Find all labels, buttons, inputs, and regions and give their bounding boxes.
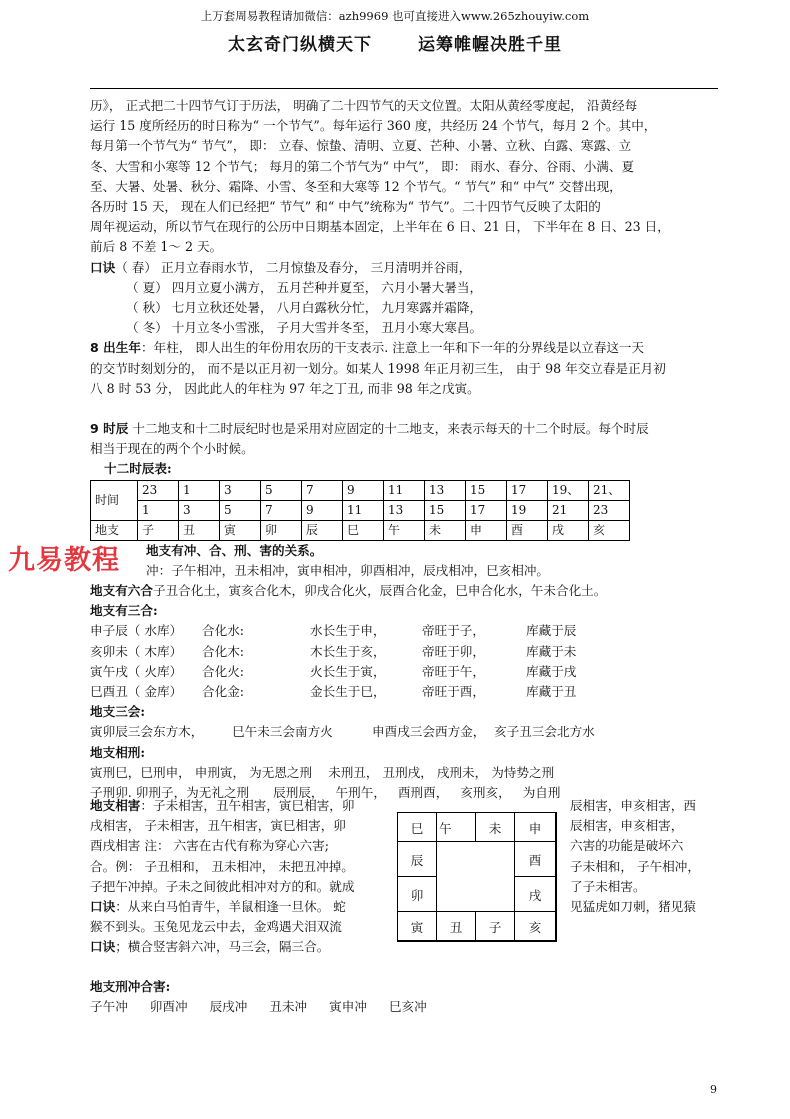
chong-item: 丑未冲 [269, 999, 308, 1015]
sanhe-cell: 库藏于丑 [526, 684, 577, 700]
shichen-text: 十二地支和十二时辰纪时也是采用对应固定的十二地支，来表示每天的十二个时辰。每个时辰 [128, 421, 649, 437]
sanhe-rows [90, 621, 710, 702]
hai-line: 戌相害， 子未相害，丑午相害，寅巳相害，卯 [90, 818, 346, 834]
grid-cell: 子 [475, 911, 515, 941]
table-cell: 21、 [589, 480, 630, 500]
sanhe-cell: 帝旺于午， [422, 663, 485, 679]
hai-right-line: 了子未相害。 [570, 878, 646, 894]
sanhe-cell: 帝旺于酉， [422, 684, 485, 700]
sanhui-item: 亥子丑三会北方水 [494, 724, 595, 740]
koujue-line [90, 258, 710, 278]
table-cell: 3 [179, 500, 220, 520]
birth-year-line: 的交节时刻划分的， 而不是以正月初一划分。如某人 1998 年正月初三生， 由于 98 年交立春是正月初 [90, 360, 666, 376]
shichen-line [90, 419, 710, 439]
sanhe-cell: 库藏于戌 [526, 663, 577, 679]
intro-line: 每月第一个节气为“ 节气”， 即： 立春、惊蛰、清明、立夏、芒种、小暑、立秋、白露、寒露、立 [90, 138, 632, 154]
chong-item: 子午冲 [90, 999, 128, 1015]
grid-cell: 戌 [514, 876, 556, 912]
shichen-table [90, 480, 630, 541]
birth-year-line [90, 338, 710, 358]
sanhe-cell: 水长生于申， [310, 623, 386, 639]
liuhe-text: 子丑合化土，寅亥合化木，卯戌合化火，辰酉合化金，巳申合化水，午未合化土。 [152, 583, 607, 599]
table-cell: 23 [589, 500, 630, 520]
sanhe-cell: 合化金: [202, 684, 245, 700]
table-cell: 辰 [302, 520, 343, 540]
table-cell: 9 [302, 500, 343, 520]
sanhe-cell: 申子辰（ 水库） [90, 623, 183, 639]
xing-line: 子刑卯. 卯刑子，为无礼之刑 辰刑辰， 午刑午， 酉刑酉， 亥刑亥， 为自刑 [90, 785, 561, 801]
hai-right-line: 子未相和， 子午相冲， [570, 858, 700, 874]
grid-cell: 丑 [436, 911, 476, 941]
table-cell: 午 [384, 520, 425, 540]
koujue-line [90, 278, 710, 298]
table-cell: 亥 [589, 520, 630, 540]
koujue3-label: 口诀 [90, 939, 116, 955]
sanhe-cell: 火长生于寅， [310, 663, 386, 679]
sanhe-cell: 寅午戌（ 火库） [90, 663, 183, 679]
hai-line: 酉戌相害 注： 六害在古代有称为穿心六害; [90, 838, 329, 854]
relations-section [90, 541, 710, 804]
hai-line: 子把午冲掉。子未之间彼此相冲对方的和。就成 [90, 878, 355, 894]
sanhui-item: 寅卯辰三会东方木， [90, 724, 204, 740]
koujue-text: 正月立春雨水节， 二月惊蛰及春分， 三月清明并谷雨， [156, 259, 472, 275]
table-row [91, 480, 630, 500]
shichen-table-title: 十二时辰表: [104, 461, 172, 477]
birth-year-section [90, 338, 710, 399]
table-cell: 酉 [507, 520, 548, 540]
koujue2-label: 口诀 [90, 899, 116, 915]
table-cell: 21 [548, 500, 589, 520]
grid-cell: 巳 [397, 812, 437, 842]
table-cell: 戌 [548, 520, 589, 540]
table-cell: 15 [425, 500, 466, 520]
table-cell: 1 [179, 480, 220, 500]
koujue-season: （ 秋） [126, 300, 168, 316]
table-cell: 19 [507, 500, 548, 520]
sanhe-cell: 合化水: [202, 623, 245, 639]
hai-right-line: 六害的功能是破坏六 [570, 838, 684, 854]
table-cell: 巳 [343, 520, 384, 540]
table-cell: 23 [138, 480, 179, 500]
hai-line: 合。例： 子丑相和， 丑未相冲， 未把丑冲掉。 [90, 858, 354, 874]
hai-right-line: 辰相害，申亥相害， [570, 818, 684, 834]
header-title [0, 30, 790, 55]
shichen-line: 相当于现在的两个个小时候。 [90, 441, 254, 457]
hai-right-column [570, 796, 715, 917]
sanhe-cell: 合化火: [202, 663, 245, 679]
sanhui-item: 巳午未三会南方火 [232, 724, 333, 740]
table-cell: 7 [302, 480, 343, 500]
xing-line: 寅刑巳，巳刑申， 申刑寅， 为无恩之刑 未刑丑， 丑刑戌， 戌刑未， 为恃势之刑 [90, 764, 555, 780]
relations-heading: 地支有冲、合、刑、害的关系。 [146, 542, 323, 558]
koujue-season: （ 冬） [126, 320, 168, 336]
chong-item: 寅申冲 [329, 999, 367, 1015]
table-cell: 17 [466, 500, 507, 520]
sanhe-cell: 帝旺于子， [422, 623, 485, 639]
birth-year-label: 8 出生年 [90, 340, 141, 356]
sanhe-label: 地支有三合: [90, 603, 158, 619]
liuhe-label: 地支有六合 [90, 583, 153, 599]
hai-label: 地支相害 [90, 798, 141, 813]
chong-list [90, 997, 449, 1017]
koujue-season: （ 春） [115, 259, 157, 275]
table-cell: 子 [138, 520, 179, 540]
table-cell: 19、 [548, 480, 589, 500]
koujue-section [90, 258, 710, 339]
table-cell: 7 [261, 500, 302, 520]
table-cell: 5 [261, 480, 302, 500]
table-cell: 9 [343, 480, 384, 500]
sanhui-line [90, 722, 710, 742]
intro-line: 至、大暑、处暑、秋分、霜降、小雪、冬至和大寒等 12 个节气。“ 节气” 和“ 中气” 交替出现， [90, 178, 622, 194]
intro-line: 周年视运动，所以节气在现行的公历中日期基本固定，上半年在 6 日、21 日， 下半年在 8 日、23 日， [90, 219, 670, 235]
sanhe-cell: 库藏于辰 [526, 623, 577, 639]
sanhe-cell: 金长生于巳， [310, 684, 386, 700]
table-cell: 未 [425, 520, 466, 540]
spacer [90, 399, 710, 419]
page-number: 9 [710, 1083, 717, 1096]
koujue-text: 十月立冬小雪涨， 子月大雪并冬至， 丑月小寒大寒昌。 [167, 320, 483, 336]
hai-left-column [90, 796, 390, 958]
sanhui-item: 申酉戌三会西方金， [372, 724, 486, 740]
grid-cell: 卯 [397, 876, 437, 912]
hai-text: ：子未相害，丑午相害，寅巳相害，卯 [140, 798, 355, 813]
intro-line: 前后 8 不差 1～ 2 天。 [90, 239, 223, 255]
grid-cell: 辰 [397, 841, 437, 877]
table-cell: 13 [384, 500, 425, 520]
table-cell: 17 [507, 480, 548, 500]
table-cell: 5 [220, 500, 261, 520]
table-cell: 3 [220, 480, 261, 500]
table-cell: 11 [384, 480, 425, 500]
grid-cell: 酉 [514, 841, 556, 877]
table-cell: 11 [343, 500, 384, 520]
bottom-section [90, 977, 449, 1017]
grid-cell: 亥 [514, 911, 556, 941]
table-cell: 13 [425, 480, 466, 500]
sanhe-row [90, 621, 710, 641]
shichen-label: 9 时辰 [90, 421, 129, 437]
branch-grid [397, 812, 557, 942]
table-row [91, 500, 630, 520]
header-rule [90, 88, 718, 89]
sanhe-cell: 库藏于未 [526, 643, 577, 659]
table-cell: 卯 [261, 520, 302, 540]
header-title-left: 太玄奇门纵横天下 [228, 35, 372, 55]
koujue3-line [90, 937, 390, 957]
intro-line: 各历时 15 天， 现在人们已经把“ 节气” 和“ 中气”统称为“ 节气”。二十四节气反映了太阳的 [90, 199, 601, 215]
birth-year-text: ：年柱， 即人出生的年份用农历的干支表示. 注意上一年和下一年的分界线是以立春这一天 [140, 340, 645, 356]
sanhe-cell: 木长生于亥， [310, 643, 386, 659]
koujue-season: （ 夏） [126, 279, 168, 295]
sanhe-row [90, 642, 710, 662]
main-content [90, 96, 710, 803]
koujue3-text: ；横合竖害斜六冲，马三会，隔三合。 [115, 939, 330, 955]
table-cell: 丑 [179, 520, 220, 540]
koujue-text: 四月立夏小满方， 五月芒种并夏至， 六月小暑大暑当， [167, 279, 483, 295]
koujue2-line: 猴不到头。玉兔见龙云中去，金鸡遇犬泪双流 [90, 919, 342, 935]
row-header-branch: 地支 [91, 520, 138, 540]
koujue-line [90, 318, 710, 338]
koujue-line [90, 298, 710, 318]
hai-line [90, 796, 390, 816]
sanhe-cell: 巳酉丑（ 金库） [90, 684, 183, 700]
chong-line: 冲：子午相冲，丑未相冲，寅申相冲，卯酉相冲，辰戌相冲，巳亥相冲。 [146, 562, 549, 578]
sanhe-cell: 亥卯未（ 木库） [90, 643, 183, 659]
intro-line: 运行 15 度所经历的时日称为“ 一个节气”。每年运行 360 度，共经历 24 个节气，每月 2 个。其中， [90, 118, 657, 134]
koujue-text: 七月立秋还处暑， 八月白露秋分忙， 九月寒露并霜降， [167, 300, 483, 316]
chong-item: 辰戌冲 [209, 999, 248, 1015]
sanhe-cell: 帝旺于卯， [422, 643, 485, 659]
table-cell: 1 [138, 500, 179, 520]
watermark-logo: 九易教程 [8, 545, 120, 576]
koujue2-text: ：从来白马怕青牛，羊鼠相逢一旦休。 蛇 [115, 899, 346, 915]
header-title-right: 运筹帷幄决胜千里 [418, 35, 562, 55]
grid-cell: 未 [475, 812, 515, 842]
intro-line: 历》， 正式把二十四节气订于历法， 明确了二十四节气的天文位置。太阳从黄经零度起， 沿黄经每 [90, 98, 638, 113]
shichen-section [90, 419, 710, 541]
koujue2-right-line: 见猛虎如刀刺，猪见猿 [570, 899, 696, 915]
row-header-time: 时间 [91, 480, 138, 520]
chong-item: 卯酉冲 [149, 999, 188, 1015]
sanhui-label: 地支三会: [90, 704, 146, 720]
header-promo-line: 上万套周易教程请加微信：azh9969 也可直接进入www.265zhouyiw.com [200, 9, 590, 23]
sanhe-row [90, 682, 710, 702]
table-cell: 申 [466, 520, 507, 540]
chong-item: 巳亥冲 [388, 999, 427, 1015]
grid-cell: 申 [514, 812, 556, 842]
bottom-label: 地支刑冲合害: [90, 979, 171, 994]
hai-right-line: 辰相害，申亥相害，西 [570, 798, 696, 813]
liuhe-line [90, 581, 710, 601]
intro-line: 冬、大雪和小寒等 12 个节气； 每月的第二个节气为“ 中气”， 即： 雨水、春分、谷雨、小满、夏 [90, 158, 635, 174]
birth-year-line: 八 8 时 53 分， 因此此人的年柱为 97 年之丁丑, 而非 98 年之戊寅。 [90, 380, 480, 396]
grid-cell: 寅 [397, 911, 437, 941]
table-cell: 15 [466, 480, 507, 500]
intro-section [90, 96, 710, 258]
sanhe-cell: 合化木: [202, 643, 245, 659]
grid-cell: 午 [436, 812, 476, 842]
table-cell: 寅 [220, 520, 261, 540]
koujue-label: 口诀 [90, 259, 116, 275]
xing-label: 地支相刑: [90, 744, 146, 760]
sanhe-row [90, 662, 710, 682]
koujue2-line [90, 897, 390, 917]
table-row [91, 520, 630, 540]
